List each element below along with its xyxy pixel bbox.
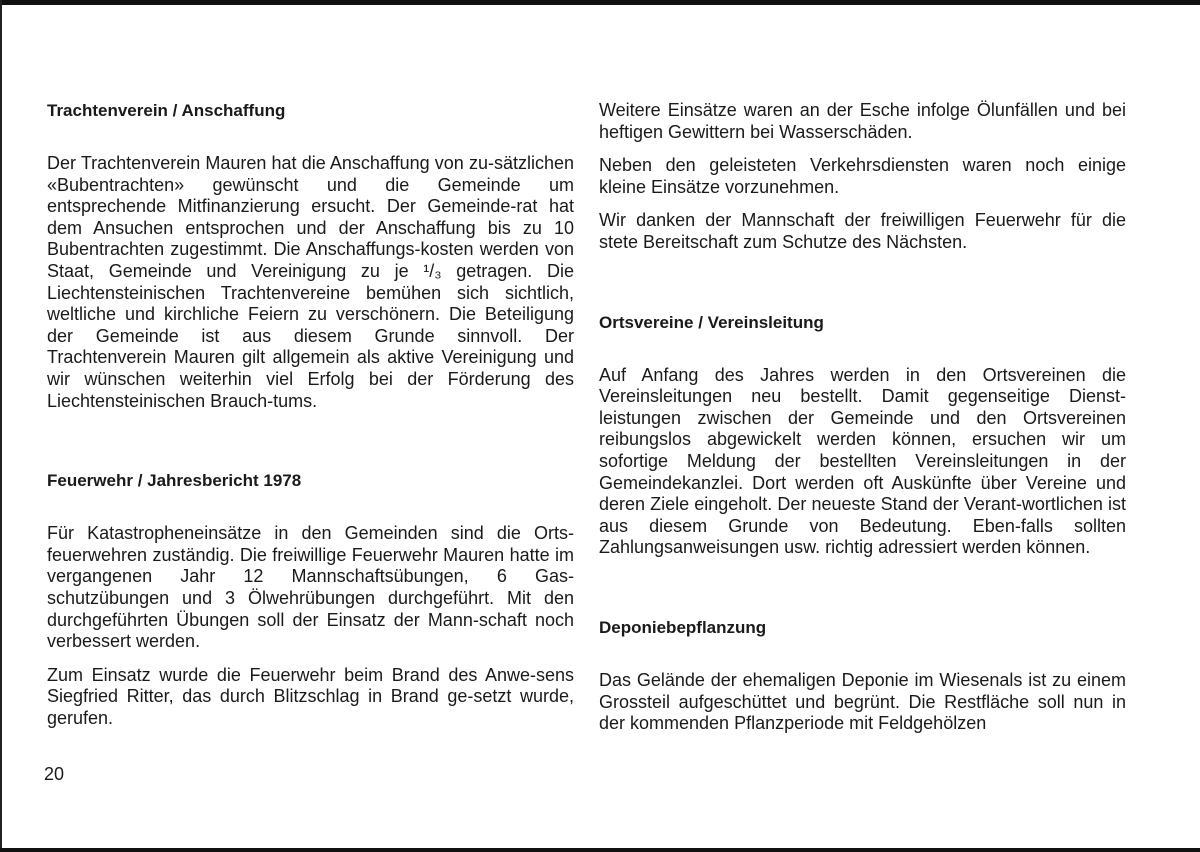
heading-trachtenverein: Trachtenverein / Anschaffung	[47, 101, 286, 120]
paragraph-trachtenverein: Der Trachtenverein Mauren hat die Anschaffung von zu-sätzlichen «Bubentrachten» gewünscht und die Gemeinde um entsprechende Mitfinanzierung ersucht. Der Gemeinde-rat hat dem Ansuchen entsprochen und der Anschaffung bis zu 10 Bubentrachten zugestimmt. Die Anschaffungs-kosten werden von Staat, Gemeinde und Vereinigung zu je ¹/₃ getragen. Die Liechtensteinischen Trachtenvereine bemühen sich sichtlich, weltliche und kirchliche Feiern zu verschönern. Die Beteiligung der Gemeinde ist aus diesem Grunde sinnvoll. Der Trachtenverein Mauren gilt allgemein als aktive Vereinigung und wir wünschen weiterhin viel Erfolg bei der Förderung des Liechtensteinischen Brauch-tums.	[47, 153, 574, 411]
paragraph-continued-1: Weitere Einsätze waren an der Esche infolge Ölunfällen und bei heftigen Gewittern bei Wasserschäden.	[599, 100, 1126, 142]
paragraph-feuerwehr-2: Zum Einsatz wurde die Feuerwehr beim Brand des Anwe-sens Siegfried Ritter, das durch Blitzschlag in Brand ge-setzt wurde, gerufen.	[47, 664, 574, 728]
right-column	[599, 100, 1126, 735]
paragraph-continued-2: Neben den geleisteten Verkehrsdiensten waren noch einige kleine Einsätze vorzunehmen.	[599, 155, 1126, 197]
left-column	[47, 100, 574, 729]
section-trachtenverein	[47, 100, 574, 412]
heading-deponie: Deponiebepflanzung	[599, 617, 767, 637]
scan-border-top	[0, 0, 1200, 5]
page-number: 20	[44, 764, 65, 784]
section-ortsvereine	[599, 312, 1126, 559]
heading-ortsvereine: Ortsvereine / Vereinsleitung	[599, 312, 824, 332]
scan-border-bottom	[0, 848, 1200, 852]
section-deponie	[599, 617, 1126, 735]
paragraph-deponie: Das Gelände der ehemaligen Deponie im Wiesenals ist zu einem Grossteil aufgeschüttet und begrünt. Die Restfläche soll nun in der kommenden Pflanzperiode mit Feldgehölzen	[599, 669, 1126, 734]
section-feuerwehr-continued	[599, 100, 1126, 254]
paragraph-continued-3: Wir danken der Mannschaft der freiwilligen Feuerwehr für die stete Bereitschaft zum Schutze des Nächsten.	[599, 210, 1126, 252]
section-feuerwehr	[47, 470, 574, 729]
paragraph-feuerwehr-1: Für Katastropheneinsätze in den Gemeinden sind die Orts-feuerwehren zuständig. Die freiwillige Feuerwehr Mauren hatte im vergangenen Jahr 12 Mannschaftsübungen, 6 Gas-schutzübungen und 3 Ölwehrübungen durchgeführt. Mit den durchgeführten Übungen soll der Einsatz der Mann-schaft noch verbessert werden.	[47, 523, 574, 652]
heading-feuerwehr: Feuerwehr / Jahresbericht 1978	[47, 471, 302, 491]
paragraph-ortsvereine: Auf Anfang des Jahres werden in den Ortsvereinen die Vereinsleitungen neu bestellt. Damit gegenseitige Dienst-leistungen zwischen der Gemeinde und den Ortsvereinen reibungslos abgewickelt werden können, ersuchen wir um sofortige Meldung der bestellten Vereinsleitungen in der Gemeindekanzlei. Dort werden oft Auskünfte über Vereine und deren Ziele eingeholt. Der neueste Stand der Verant-wortlichen ist aus diesem Grunde von Bedeutung. Eben-falls sollten Zahlungsanweisungen usw. richtig adressiert werden können.	[599, 364, 1126, 558]
scan-border-left	[0, 0, 2, 852]
